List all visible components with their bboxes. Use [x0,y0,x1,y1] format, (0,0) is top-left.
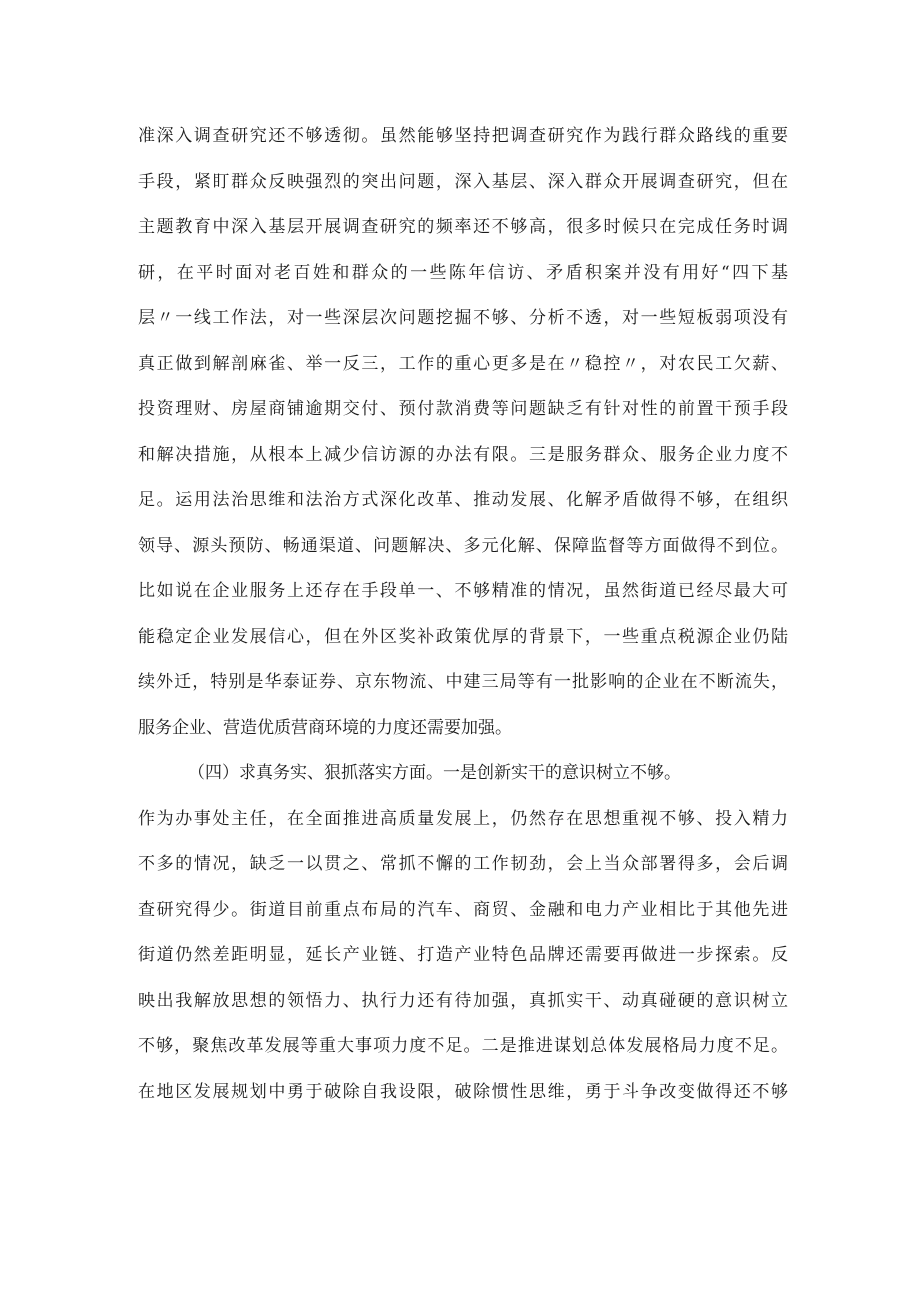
text-line: 在地区发展规划中勇于破除自我设限，破除惯性思维，勇于斗争改变做得还不够 [138,1081,788,1102]
text-line: 比如说在企业服务上还存在手段单一、不够精准的情况，虽然街道已经尽最大可 [138,581,788,601]
document-body [138,114,788,1115]
text-line: 不够，聚焦改革发展等重大事项力度不足。二是推进谋划总体发展格局力度不足。 [138,1036,788,1056]
text-line: 投资理财、房屋商铺逾期交付、预付款消费等问题缺乏有针对性的前置干预手段 [138,399,788,419]
text-line: 映出我解放思想的领悟力、执行力还有待加强，真抓实干、动真碰硬的意识树立 [138,990,788,1011]
text-line: 街道仍然差距明显，延长产业链、打造产业特色品牌还需要再做进一步探索。反 [138,945,788,965]
text-line: 主题教育中深入基层开展调查研究的频率还不够高，很多时候只在完成任务时调 [138,217,788,237]
text-line: 真正做到解剖麻雀、举一反三，工作的重心更多是在〃稳控〃，对农民工欠薪、 [138,353,788,374]
text-line: 能稳定企业发展信心，但在外区奖补政策优厚的背景下，一些重点税源企业仍陆 [138,626,788,647]
text-line: 和解决措施，从根本上减少信访源的办法有限。三是服务群众、服务企业力度不 [138,444,788,465]
text-line: 不多的情况，缺乏一以贯之、常抓不懈的工作韧劲，会上当众部署得多，会后调 [138,854,788,874]
text-line: 手段，紧盯群众反映强烈的突出问题，深入基层、深入群众开展调查研究，但在 [138,171,788,192]
text-line: 作为办事处主任，在全面推进高质量发展上，仍然存在思想重视不够、投入精力 [138,808,788,829]
text-line: 足。运用法治思维和法治方式深化改革、推动发展、化解矛盾做得不够，在组织 [138,490,788,510]
paragraph-end-line: 服务企业、营造优质营商环境的力度还需要加强。 [138,717,512,738]
text-line: 准深入调查研究还不够透彻。虽然能够坚持把调查研究作为践行群众路线的重要 [138,126,788,146]
section-heading-line: （四）求真务实、狠抓落实方面。一是创新实干的意识树立不够。 [188,763,681,783]
text-line: 续外迁，特别是华泰证券、京东物流、中建三局等有一批影响的企业在不断流失， [138,672,788,692]
text-line: 研，在平时面对老百姓和群众的一些陈年信访、矛盾积案并没有用好“四下基 [138,262,788,283]
text-line: 查研究得少。街道目前重点布局的汽车、商贸、金融和电力产业相比于其他先进 [138,899,788,920]
text-line: 层〃一线工作法，对一些深层次问题挖掘不够、分析不透，对一些短板弱项没有 [138,308,788,328]
text-line: 领导、源头预防、畅通渠道、问题解决、多元化解、保障监督等方面做得不到位。 [138,535,788,556]
